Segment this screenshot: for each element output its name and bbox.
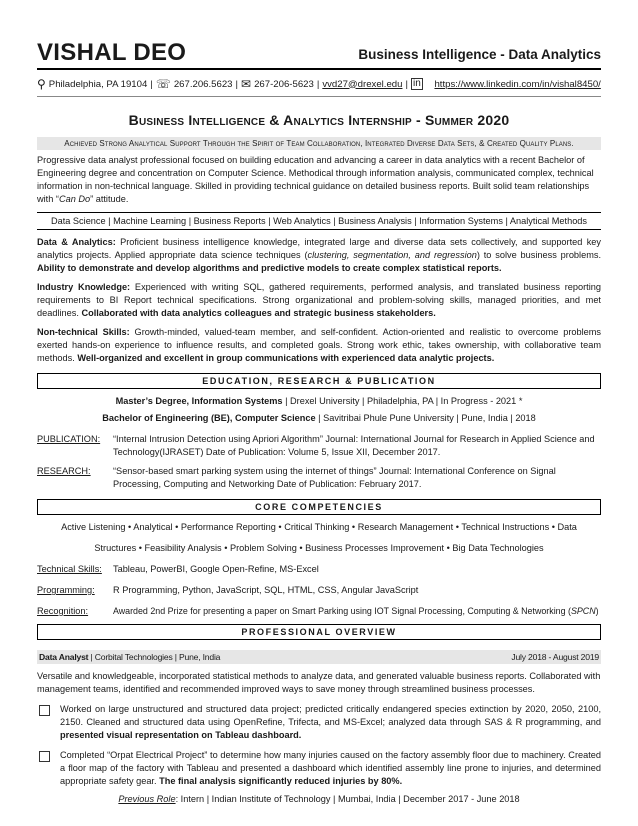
programming-label: Programming: [37, 585, 95, 595]
technical-skills-row [37, 563, 601, 576]
masters-line [37, 395, 601, 408]
candidate-tagline: Business Intelligence - Data Analytics [358, 47, 601, 62]
bullet2-text: Completed “Orpat Electrical Project” to determine how many injuries caused on the factory assembly floor due to machinery. Created a floor map of the factory with Tableau and presented a dashboard which identified assembly line prone to injuries, and determined appropriate safety gear. [60, 750, 601, 786]
previous-role-text: : Intern | Indian Institute of Technology | Mumbai, India | December 2017 - June 2018 [175, 794, 520, 804]
programming-text: R Programming, Python, JavaScript, SQL, HTML, CSS, Angular JavaScript [113, 585, 419, 595]
phone-icon: ☏ [155, 77, 171, 91]
job-header [37, 650, 601, 664]
recognition-text: Awarded 2nd Prize for presenting a paper on Smart Parking using IOT Signal Processing, Computing & Networking ( [113, 606, 571, 616]
nontech-paragraph [37, 326, 601, 365]
bullet1-bold: presented visual representation on Tableau dashboard. [60, 730, 302, 740]
data-analytics-paragraph [37, 236, 601, 275]
masters-degree: Master’s Degree, Information Systems [115, 396, 283, 406]
recognition-value [113, 605, 601, 618]
objective-subtitle: Achieved Strong Analytical Support Through the Spirit of Team Collaboration, Integrated Diverse Data Sets, & Created Quality Plans. [37, 137, 601, 150]
job-bullet-1-text [60, 703, 601, 742]
job-bullet-2-text [60, 749, 601, 788]
previous-role [37, 794, 601, 804]
recognition-label: Recognition: [37, 606, 89, 616]
contact-phone2: 267-206-5623 [254, 78, 314, 90]
bullet2-bold: The final analysis significantly reduced injuries by 80%. [159, 776, 403, 786]
job-heading [39, 652, 220, 662]
contact-card-icon: ✉ [241, 77, 252, 91]
checkbox-icon [39, 705, 50, 716]
industry-label: Industry Knowledge: [37, 282, 131, 292]
summary-italic: Can Do [58, 194, 91, 204]
education-section-title: EDUCATION, RESEARCH & PUBLICATION [37, 373, 601, 389]
bachelors-degree: Bachelor of Engineering (BE), Computer Science [102, 413, 316, 423]
competencies-section-title: CORE COMPETENCIES [37, 499, 601, 515]
publication-label: PUBLICATION: [37, 434, 101, 444]
research-text: “Sensor-based smart parking system using the internet of things” Journal: International Conference on Signal Processing, Computing and Networking Date of Publication: February 2017. [113, 466, 556, 489]
publication-row [37, 433, 601, 459]
contact-line [37, 78, 601, 97]
contact-phone1: 267.206.5623 [173, 78, 233, 90]
nontech-text: Growth-minded, valued-team member, and self-confident. Action-oriented and realistic to overcome problems exerted hands-on experience to influence results, and completed goals. Strong work ethic, takes ownership, with collaborative team methods. [37, 327, 601, 363]
bachelors-line [37, 412, 601, 425]
checkbox-icon [39, 751, 50, 762]
summary-text-b: ” attitude. [90, 194, 129, 204]
recognition-row [37, 605, 601, 618]
separator: | [150, 78, 153, 90]
separator: | [405, 78, 408, 90]
job-summary: Versatile and knowledgeable, incorporated statistical methods to analyze data, and generated valuable business reports. Collaborated with management teams, identified and recommended improved ways to save money through streamlined business processes. [37, 671, 601, 694]
overview-section-title: PROFESSIONAL OVERVIEW [37, 624, 601, 640]
technical-skills-text: Tableau, PowerBI, Google Open-Refine, MS-Excel [113, 564, 319, 574]
data-analytics-italic: clustering, segmentation, and regression [307, 250, 477, 260]
research-label: RESEARCH: [37, 466, 91, 476]
publication-text: “Internal Intrusion Detection using Apriori Algorithm” Journal: International Journal for Research in Applied Science and Technology(IJRASET) Date of Publication: Volume 5, Issue XII, December 2017. [113, 434, 595, 457]
job-bullet-1 [37, 703, 601, 742]
previous-role-label: Previous Role [118, 794, 176, 804]
summary-text-a: Progressive data analyst professional focused on building education and advancing a career in data analytics with a recent Bachelor of Engineering degree and concentration on Computer Science. Methodical through information analysis, communicated complex, technical information in non-technical language. Skilled in providing technical guidance on detailed business reports. Built solid team relationships with “ [37, 155, 594, 204]
summary-paragraph [37, 154, 601, 206]
industry-paragraph [37, 281, 601, 320]
bullet1-text: Worked on large unstructured and structured data project; predicted critically endangered species extinction by 2020, 2050, 2100, 2150. Cleaned and structured data using OpenRefine, Trifecta, and MS-Excel; analyzed data through SAS & R programming, and [60, 704, 601, 727]
separator: | [235, 78, 239, 90]
competencies-line-1: Active Listening • Analytical • Performance Reporting • Critical Thinking • Research Management • Technical Instructions • Data [61, 522, 577, 532]
linkedin-icon: in [412, 78, 421, 89]
research-row [37, 465, 601, 491]
nontech-label: Non-technical Skills: [37, 327, 130, 337]
industry-text: Experienced with writing SQL, gathered requirements, performed analysis, and translated business reporting requirements to BI Report technical specifications. Strong organizational and problem-solving skills, managed priorities, and met deadlines. [37, 282, 601, 318]
job-dates: July 2018 - August 2019 [511, 652, 599, 662]
technical-skills-label: Technical Skills: [37, 564, 102, 574]
email-link[interactable]: vvd27@drexel.edu [322, 78, 403, 90]
resume-header [37, 0, 601, 70]
separator: | [316, 78, 320, 90]
linkedin-link[interactable]: https://www.linkedin.com/in/vishal8450/ [434, 78, 601, 90]
job-title: Data Analyst [39, 652, 89, 662]
job-bullet-2 [37, 749, 601, 788]
data-analytics-text-b: ) to solve business problems. [476, 250, 601, 260]
location-pin-icon: ⚲ [37, 77, 46, 91]
competencies-line-2: Structures • Feasibility Analysis • Problem Solving • Business Processes Improvement • Big Data Technologies [94, 543, 544, 553]
recognition-italic: SPCN [570, 606, 596, 616]
masters-details: | Drexel University | Philadelphia, PA | In Progress - 2021 * [282, 396, 523, 406]
candidate-name: VISHAL DEO [37, 39, 187, 66]
bachelors-details: | Savitribai Phule Pune University | Pune, India | 2018 [315, 413, 536, 423]
skills-bar: Data Science | Machine Learning | Business Reports | Web Analytics | Business Analysis | Information Systems | Analytical Methods [37, 212, 601, 230]
recognition-end: ) [595, 606, 599, 616]
data-analytics-bold: Ability to demonstrate and develop algorithms and predictive models to create complex statistical reports. [37, 263, 502, 273]
separator [429, 79, 432, 90]
industry-bold: Collaborated with data analytics colleagues and strategic business stakeholders. [81, 308, 436, 318]
objective-title: Business Intelligence & Analytics Internship - Summer 2020 [128, 112, 510, 128]
nontech-bold: Well-organized and excellent in group communications with experienced data analytic projects. [77, 353, 495, 363]
programming-row [37, 584, 601, 597]
contact-location: Philadelphia, PA 19104 [48, 78, 148, 90]
data-analytics-text: Proficient business intelligence knowledge, integrated large and diverse data sets collectively, and supported key analytics projects. Applied appropriate data science techniques ( [37, 237, 601, 260]
data-analytics-label: Data & Analytics: [37, 237, 116, 247]
job-org: | Corbital Technologies | Pune, India [88, 652, 221, 662]
